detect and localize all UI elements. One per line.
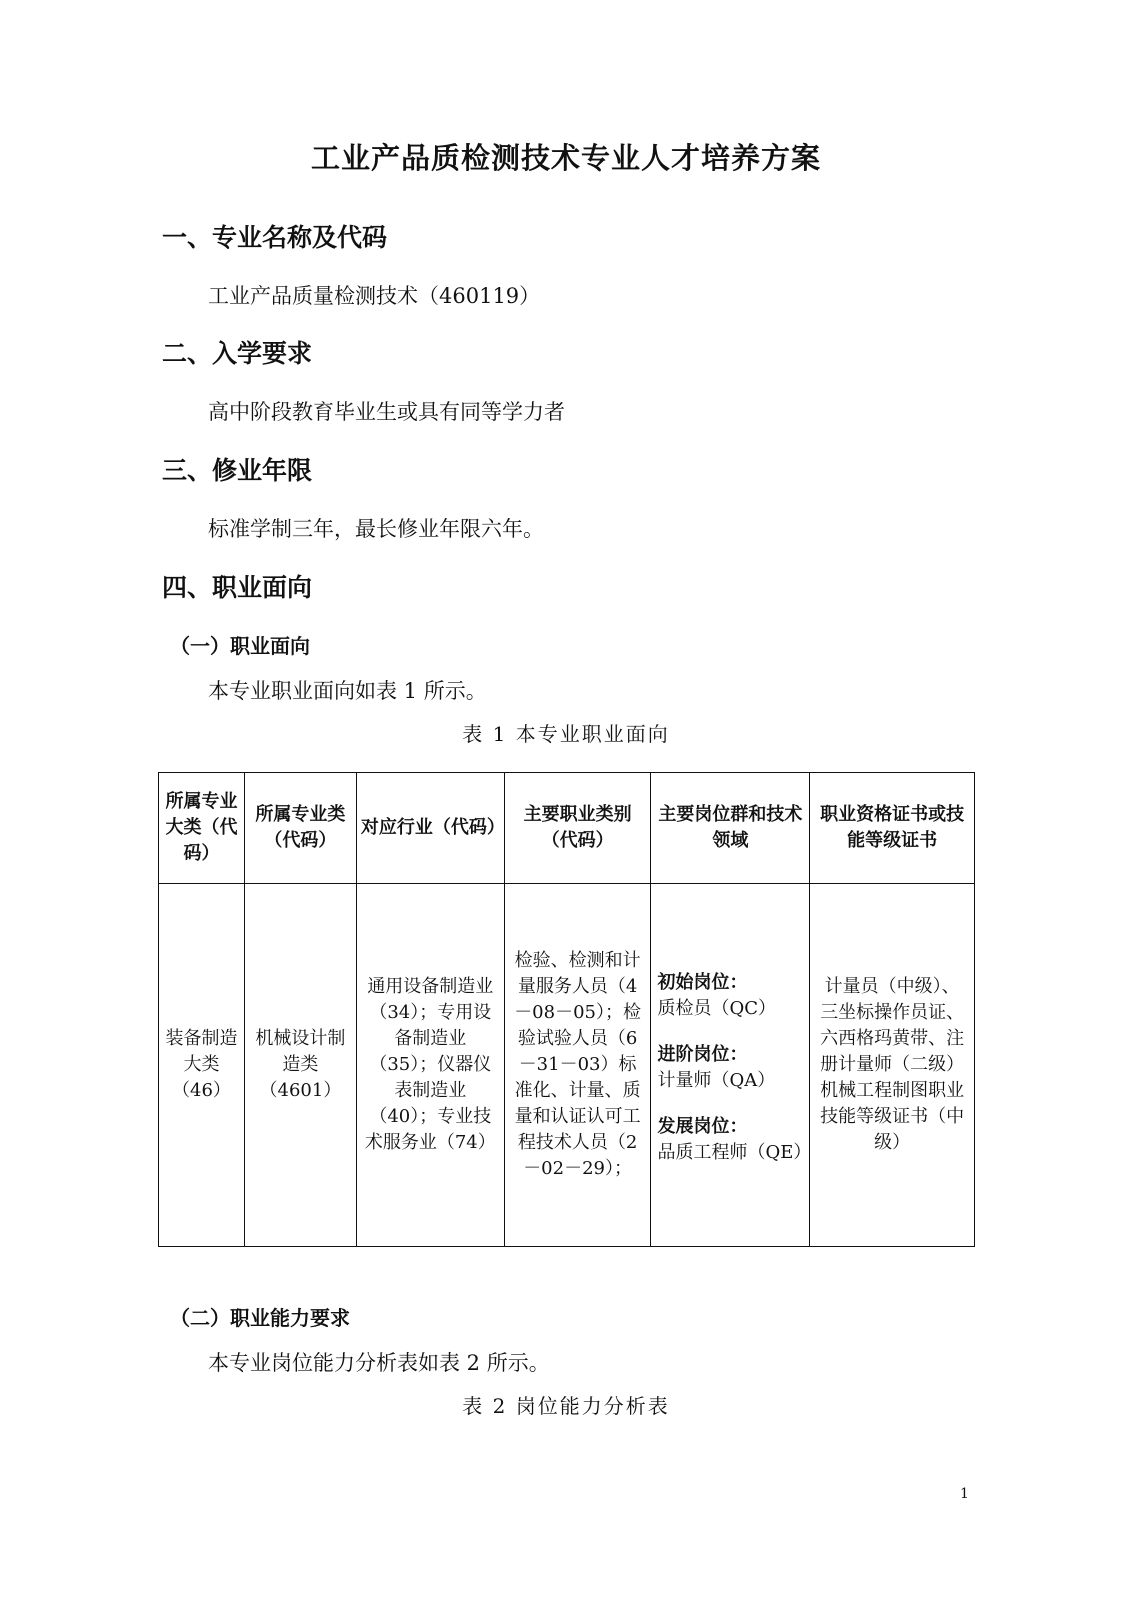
position-advanced-value: 计量师（QA） xyxy=(657,1070,776,1091)
position-initial xyxy=(657,970,803,1022)
table-header-row xyxy=(159,773,975,884)
section-body-admission: 高中阶段教育毕业生或具有同等学力者 xyxy=(208,400,565,424)
position-advanced xyxy=(657,1042,803,1094)
table-cell-major-category: 装备制造大类（46） xyxy=(159,884,245,1247)
subsection-heading-career: （一）职业面向 xyxy=(170,634,310,658)
position-initial-value: 质检员（QC） xyxy=(657,998,777,1019)
section-heading-admission: 二、入学要求 xyxy=(162,339,313,368)
section-heading-career: 四、职业面向 xyxy=(162,573,313,602)
table-cell-major-class: 机械设计制造类（4601） xyxy=(244,884,356,1247)
subsection-body-ability: 本专业岗位能力分析表如表 2 所示。 xyxy=(208,1351,550,1375)
section-heading-name-code: 一、专业名称及代码 xyxy=(162,223,388,252)
table-row xyxy=(159,884,975,1247)
table-header-cell: 职业资格证书或技能等级证书 xyxy=(810,773,975,884)
table-header-cell: 所属专业类（代码） xyxy=(244,773,356,884)
table-cell-industry: 通用设备制造业（34）；专用设备制造业（35）；仪器仪表制造业（40）；专业技术服务业（74） xyxy=(356,884,504,1247)
career-table xyxy=(158,772,975,1247)
table-cell-certificates: 计量员（中级）、三坐标操作员证、六西格玛黄带、注册计量师（二级）机械工程制图职业技能等级证书（中级） xyxy=(810,884,975,1247)
subsection-body-career: 本专业职业面向如表 1 所示。 xyxy=(208,679,487,703)
position-develop-value: 品质工程师（QE） xyxy=(657,1142,812,1163)
position-develop-label: 发展岗位： xyxy=(657,1116,748,1137)
position-advanced-label: 进阶岗位： xyxy=(657,1044,748,1065)
table-header-cell: 主要岗位群和技术领域 xyxy=(651,773,810,884)
position-initial-label: 初始岗位： xyxy=(657,972,748,993)
section-body-duration: 标准学制三年，最长修业年限六年。 xyxy=(208,517,544,541)
section-heading-duration: 三、修业年限 xyxy=(162,456,313,485)
document-title: 工业产品质检测技术专业人才培养方案 xyxy=(310,141,821,175)
table-header-cell: 对应行业（代码） xyxy=(356,773,504,884)
table1-caption: 表 1 本专业职业面向 xyxy=(462,722,670,746)
table-header-cell: 所属专业大类（代码） xyxy=(159,773,245,884)
table-cell-occupation: 检验、检测和计量服务人员（4－08－05）；检验试验人员（6－31－03）标准化、计量、质量和认证认可工程技术人员（2－02－29）； xyxy=(504,884,651,1247)
table2-caption: 表 2 岗位能力分析表 xyxy=(462,1394,670,1418)
position-develop xyxy=(657,1114,812,1166)
table-header-cell: 主要职业类别（代码） xyxy=(504,773,651,884)
page-number: 1 xyxy=(960,1486,969,1502)
section-body-name-code: 工业产品质量检测技术（460119） xyxy=(208,284,541,308)
subsection-heading-ability: （二）职业能力要求 xyxy=(170,1306,350,1330)
table-cell-positions xyxy=(651,884,810,1247)
